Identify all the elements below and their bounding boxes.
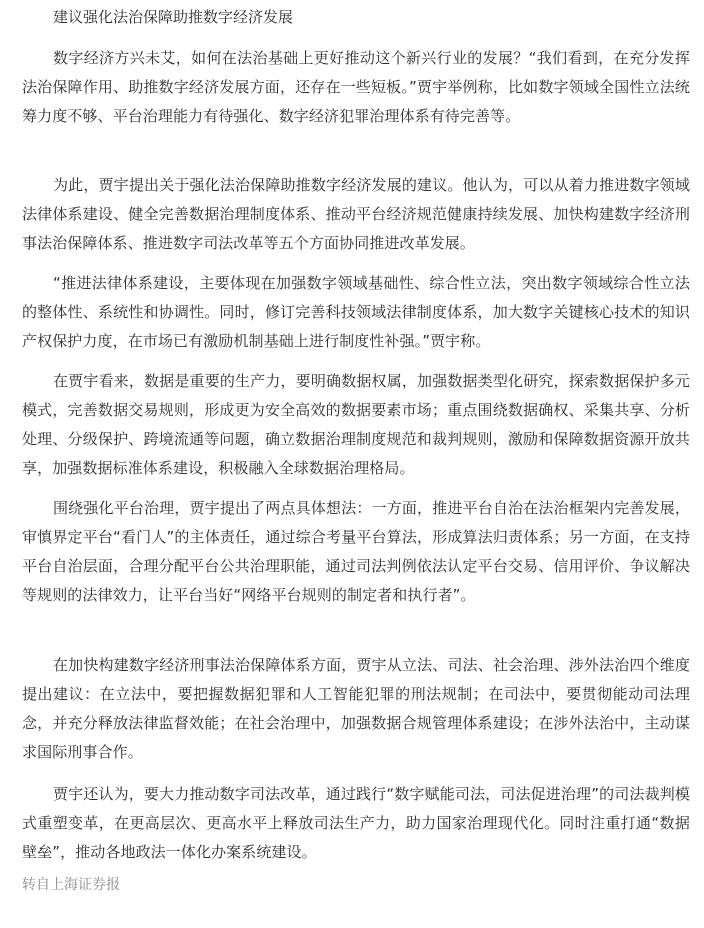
article-title: 建议强化法治保障助推数字经济发展	[53, 8, 294, 26]
article-paragraph-6: 在加快构建数字经济刑事法治保障体系方面，贾宇从立法、司法、社会治理、涉外法治四个维度提出建议：在立法中，要把握数据犯罪和人工智能犯罪的刑法规制；在司法中，要贯彻能动司法理念，并充分释放法律监督效能；在社会治理中，加强数据合规管理体系建设；在涉外法治中，主动谋求国际刑事合作。	[22, 656, 690, 761]
article-paragraph-7: 贾宇还认为，要大力推动数字司法改革，通过践行“数字赋能司法，司法促进治理”的司法裁判模式重塑变革，在更高层次、更高水平上释放司法生产力，助力国家治理现代化。同时注重打通“数据壁垒”，推动各地政法一体化办案系统建设。	[22, 785, 690, 861]
article-paragraph-1: 数字经济方兴未艾，如何在法治基础上更好推动这个新兴行业的发展？“我们看到，在充分发挥法治保障作用、助推数字经济发展方面，还存在一些短板。”贾宇举例称，比如数字领域全国性立法统筹力度不够、平台治理能力有待强化、数字经济犯罪治理体系有待完善等。	[22, 49, 690, 125]
article-paragraph-4: 在贾宇看来，数据是重要的生产力，要明确数据权属，加强数据类型化研究，探索数据保护多元模式，完善数据交易规则，形成更为安全高效的数据要素市场；重点围绕数据确权、采集共享、分析处理、分级保护、跨境流通等问题，确立数据治理制度规范和裁判规则，激励和保障数据资源开放共享，加强数据标准体系建设，积极融入全球数据治理格局。	[22, 372, 690, 477]
article	[22, 0, 690, 893]
article-paragraph-2: 为此，贾宇提出关于强化法治保障助推数字经济发展的建议。他认为，可以从着力推进数字领域法律体系建设、健全完善数据治理制度体系、推动平台经济规范健康持续发展、加快构建数字经济刑事法治保障体系、推进数字司法改革等五个方面协同推进改革发展。	[22, 176, 690, 252]
article-paragraph-5: 围绕强化平台治理，贾宇提出了两点具体想法：一方面，推进平台自治在法治框架内完善发展，审慎界定平台“看门人”的主体责任，通过综合考量平台算法，形成算法归责体系；另一方面，在支持平台自治层面，合理分配平台公共治理职能，通过司法判例依法认定平台交易、信用评价、争议解决等规则的法律效力，让平台当好“网络平台规则的制定者和执行者”。	[22, 499, 690, 604]
article-paragraph-3: “推进法律体系建设，主要体现在加强数字领域基础性、综合性立法，突出数字领域综合性立法的整体性、系统性和协调性。同时，修订完善科技领域法律制度体系，加大数字关键核心技术的知识产权保护力度，在市场已有激励机制基础上进行制度性补强。”贾宇称。	[22, 274, 690, 350]
article-source: 转自上海证券报	[22, 877, 120, 893]
